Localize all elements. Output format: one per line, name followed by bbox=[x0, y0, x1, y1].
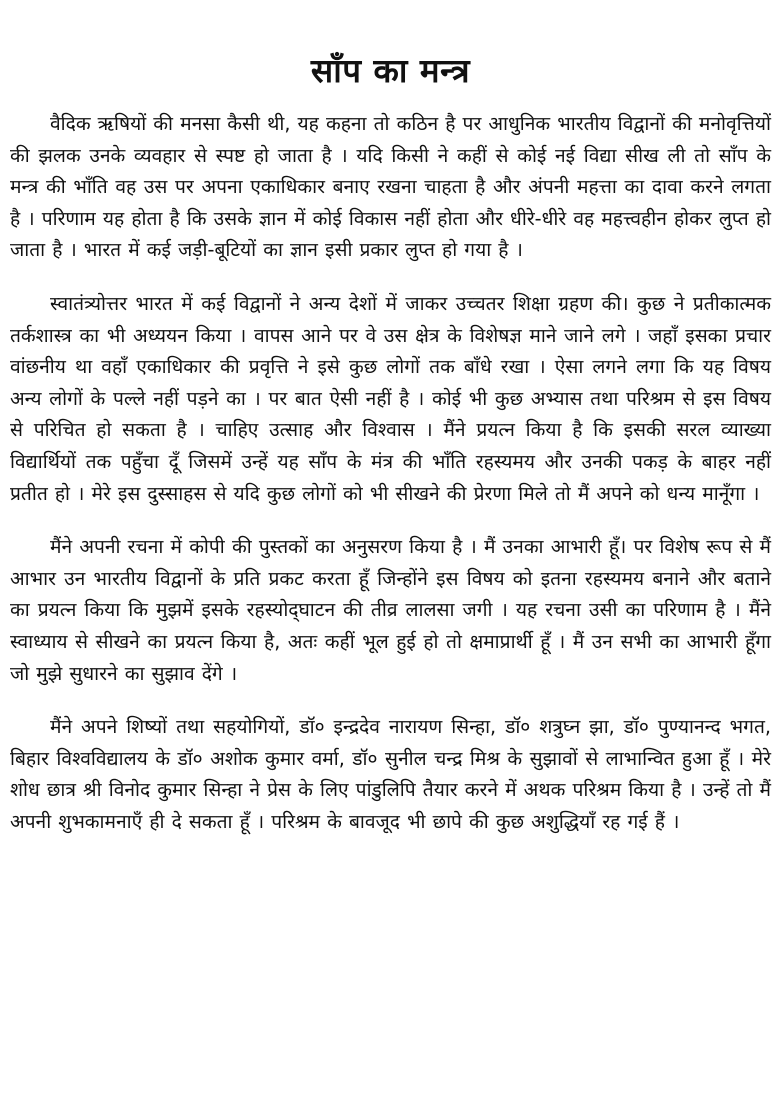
paragraph-2: स्वातंत्र्योत्तर भारत में कई विद्वानों ने अन्य देशों में जाकर उच्चतर शिक्षा ग्रहण की। कुछ ने प्रतीकात्मक तर्कशास्त्र का भी अध्ययन किया । वापस आने पर वे उस क्षेत्र के विशेषज्ञ माने जाने लगे । जहाँ इसका प्रचार वांछनीय था वहाँ एकाधिकार की प्रवृत्ति ने इसे कुछ लोगों तक बाँधे रखा । ऐसा लगने लगा कि यह विषय अन्य लोगों के पल्ले नहीं पड़ने का । पर बात ऐसी नहीं है । कोई भी कुछ अभ्यास तथा परिश्रम से इस विषय से परिचित हो सकता है । चाहिए उत्साह और विश्वास । मैंने प्रयत्न किया है कि इसकी सरल व्याख्या विद्यार्थियों तक पहुँचा दूँ जिसमें उन्हें यह साँप के मंत्र की भाँति रहस्यमय और उनकी पकड़ के बाहर नहीं प्रतीत हो । मेरे इस दुस्साहस से यदि कुछ लोगों को भी सीखने की प्रेरणा मिले तो मैं अपने को धन्य मानूँगा । bbox=[10, 291, 771, 505]
paragraph-4: मैंने अपने शिष्यों तथा सहयोगियों, डॉ० इन्द्रदेव नारायण सिन्हा, डॉ० शत्रुघ्न झा, डॉ० पुण्यानन्द भगत, बिहार विश्वविद्यालय के डॉ० अशोक कुमार वर्मा, डॉ० सुनील चन्द्र मिश्र के सुझावों से लाभान्वित हुआ हूँ । मेरे शोध छात्र श्री विनोद कुमार सिन्हा ने प्रेस के लिए पांडुलिपि तैयार करने में अथक परिश्रम किया है । उन्हें तो मैं अपनी शुभकामनाएँ ही दे सकता हूँ । परिश्रम के बावजूद भी छापे की कुछ अशुद्धियाँ रह गई हैं । bbox=[10, 715, 771, 833]
page-title: साँप का मन्त्र bbox=[310, 51, 471, 90]
paragraph-3: मैंने अपनी रचना में कोपी की पुस्तकों का अनुसरण किया है । मैं उनका आभारी हूँ। पर विशेष रूप से मैं आभार उन भारतीय विद्वानों के प्रति प्रकट करता हूँ जिन्होंने इस विषय को इतना रहस्यमय बनाने और बताने का प्रयत्न किया कि मुझमें इसके रहस्योद्‌घाटन की तीव्र लालसा जगी । यह रचना उसी का परिणाम है । मैंने स्वाध्याय से सीखने का प्रयत्न किया है, अतः कहीं भूल हुई हो तो क्षमाप्रार्थी हूँ । मैं उन सभी का आभारी हूँगा जो मुझे सुधारने का सुझाव देंगे । bbox=[10, 535, 771, 685]
paragraph-1: वैदिक ऋषियों की मनसा कैसी थी, यह कहना तो कठिन है पर आधुनिक भारतीय विद्वानों की मनोवृत्तियों की झलक उनके व्यवहार से स्पष्ट हो जाता है । यदि किसी ने कहीं से कोई नई विद्या सीख ली तो साँप के मन्त्र की भाँति वह उस पर अपना एकाधिकार बनाए रखना चाहता है और अंपनी महत्ता का दावा करने लगता है । परिणाम यह होता है कि उसके ज्ञान में कोई विकास नहीं होता और धीरे-धीरे वह महत्त्वहीन होकर लुप्त हो जाता है । भारत में कई जड़ी-बूटियों का ज्ञान इसी प्रकार लुप्त हो गया है । bbox=[10, 112, 771, 262]
